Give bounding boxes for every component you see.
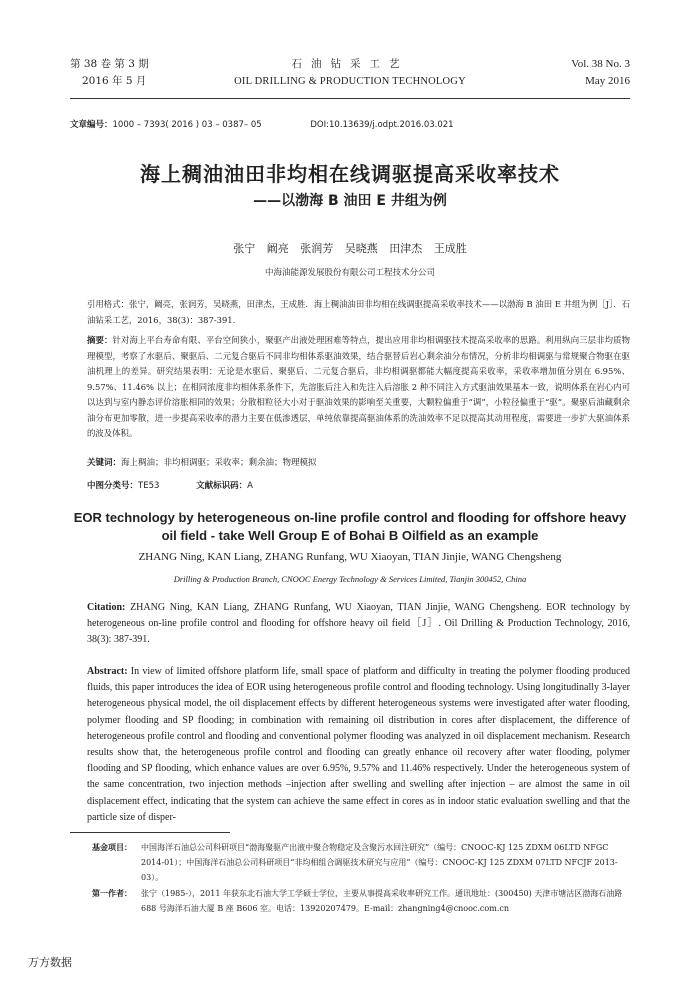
header-right (571, 56, 630, 90)
affiliation-cn: 中海油能源发展股份有限公司工程技术分公司 (264, 268, 435, 278)
doc-code-label: 文献标识码： (196, 481, 248, 491)
doi: DOI:10.13639/j.odpt.2016.03.021 (310, 120, 454, 130)
volume-en: Vol. 38 No. 3 (571, 58, 630, 70)
authors-en: ZHANG Ning, KAN Liang, ZHANG Runfang, WU Xiaoyan, TIAN Jinjie, WANG Chengsheng (138, 551, 562, 563)
keywords-cn (70, 456, 630, 472)
title-en: EOR technology by heterogeneous on-line profile control and flooding for offshore heavy oil field - take Well Group E of Bohai B Oilfield as an example (73, 510, 627, 543)
header-rule (70, 98, 630, 99)
abstract-cn (70, 333, 630, 442)
footnote-rule (70, 832, 230, 833)
citation-en-label: Citation: (87, 602, 126, 613)
journal-name-en: OIL DRILLING & PRODUCTION TECHNOLOGY (234, 76, 466, 87)
article-number: 1000 – 7393( 2016 ) 03 – 0387– 05 (112, 120, 262, 130)
volume-cn: 第 38 卷 第 3 期 (70, 58, 149, 70)
abstract-en-label: Abstract: (87, 666, 128, 677)
journal-name-cn: 石油钻采工艺 (291, 58, 409, 70)
citation-en-text: ZHANG Ning, KAN Liang, ZHANG Runfang, WU Xiaoyan, TIAN Jinjie, WANG Chengsheng. EOR technology by heterogeneous on-line profile control and flooding for offshore heavy oil field［J］. Oil Drilling & Production Technology, 2016, 38(3): 387-391. (87, 602, 631, 646)
citation-cn (70, 297, 630, 328)
fund-text: 中国海洋石油总公司科研项目“渤海聚驱产出液中聚合物稳定及含聚污水回注研究”（编号：CNOOC-KJ 125 ZDXM 06LTD NFGC 2014-01）；中国海洋石油总公司科研项目“非均相组合调驱技术研究与应用”（编号：CNOOC-KJ 125 ZDXM 07LTD NFCJF 2013-03）。 (141, 843, 618, 882)
classification (70, 479, 630, 495)
affiliation-en: Drilling & Production Branch, CNOOC Energy Technology & Services Limited, Tianjin 300452, China (173, 574, 527, 584)
wanfang-watermark: 万方数据 (28, 956, 72, 969)
keywords-cn-text: 海上稠油；非均相调驱；采收率；剩余油；物理模拟 (121, 458, 317, 468)
first-author-label: 第一作者： (92, 889, 132, 898)
clc-code: TE53 (138, 481, 160, 491)
citation-cn-label: 引用格式： (87, 299, 130, 309)
citation-cn-text: 张宁，阚亮，张润芳，吴晓燕，田津杰，王成胜．海上稠油油田非均相在线调驱提高采收率技术——以渤海 B 油田 E 井组为例［J］．石油钻采工艺，2016，38(3)：387-391. (87, 299, 631, 325)
citation-en (70, 600, 630, 649)
keywords-cn-label: 关键词： (87, 458, 122, 468)
abstract-en (70, 664, 630, 826)
doc-code: A (247, 481, 253, 491)
abstract-cn-text: 针对海上平台寿命有限、平台空间狭小，聚驱产出液处理困难等特点，提出应用非均相调驱技术提高采收率的思路。利用纵向三层非均质物理模型，考察了水驱后、聚驱后、二元复合驱后不同非均相体系驱油效果，结合驱替后岩心剩余油分布情况，分析非均相调驱与常规聚合物驱在驱油机理上的差异。研究结果表明：无论是水驱后、聚驱后、二元复合驱后，非均相调驱都能大幅度提高采收率，采收率增加值分别在 6.95%、9.57%、11.46% 以上；在相同浓度非均相体系条件下，先溶胀后注入和先注入后溶胀 2 种不同注入方式驱油效果基本一致，说明体系在岩心内可以达到与室内静态评价溶胀相同的效果；分散相粒径大小对于驱油效果的影响至关重要，大颗粒偏重于“调”，小粒径偏重于“驱”。聚驱后油藏剩余油分布更加零散，进一步提高采收率的潜力主要在低渗透层，单纯依靠提高驱油体系的洗油效率不足以提高其动用程度，需要进一步扩大驱油体系的波及体积。 (87, 335, 631, 438)
running-header (70, 56, 630, 94)
date-cn: 2016 年 5 月 (82, 75, 147, 87)
abstract-en-text: In view of limited offshore platform life, small space of platform and difficulty in treating the polymer flooding produced fluids, this paper introduces the idea of EOR using heterogeneous profile control and flooding technology. Using longitudinally 3-layer heterogeneous physical model, the oil displacement effects by different heterogeneous systems were investigated after water flooding, polymer flooding and SP flooding; in combination with remaining oil distribution in cores after displacement, the difference of heterogeneous profile control and flooding and conventional polymer flooding was analyzed in oil displacement mechanism. Research results show that, the heterogeneous profile control and flooding can greatly enhance oil recovery after water flooding, polymer flooding and SP flooding, which enhance values are over 6.95%, 9.57% and 11.46% respectively. Under the heterogeneous system of the same concentration, two injection methods –injection after swelling and swelling after injection – are almost the same in oil displacement effect, indicating that the system can achieve the same effect in cores as in indoor static evaluation swelling and that the particle size of disper- (87, 666, 631, 823)
footnote-first-author (70, 886, 630, 916)
fund-label: 基金项目： (92, 843, 132, 852)
footnote-fund (70, 840, 630, 885)
title-cn: 海上稠油油田非均相在线调驱提高采收率技术 (140, 162, 560, 186)
subtitle-cn: ——以渤海 B 油田 E 井组为例 (253, 193, 447, 209)
header-center (70, 56, 630, 90)
article-info (70, 118, 454, 130)
authors-cn: 张宁 阚亮 张润芳 吴晓燕 田津杰 王成胜 (233, 242, 467, 255)
article-number-label: 文章编号： (70, 120, 113, 130)
date-en: May 2016 (585, 75, 630, 87)
abstract-cn-label: 摘要： (87, 335, 113, 345)
clc-label: 中图分类号： (87, 481, 139, 491)
first-author-text: 张宁（1985-），2011 年获东北石油大学工学硕士学位，主要从事提高采收率研究工作。通讯地址：(300450) 天津市塘沽区渤海石油路 688 号海洋石油大厦 B 座 B606 室。电话：13920207479。E-mail：zhangning4@cnooc.com.cn (141, 889, 623, 913)
